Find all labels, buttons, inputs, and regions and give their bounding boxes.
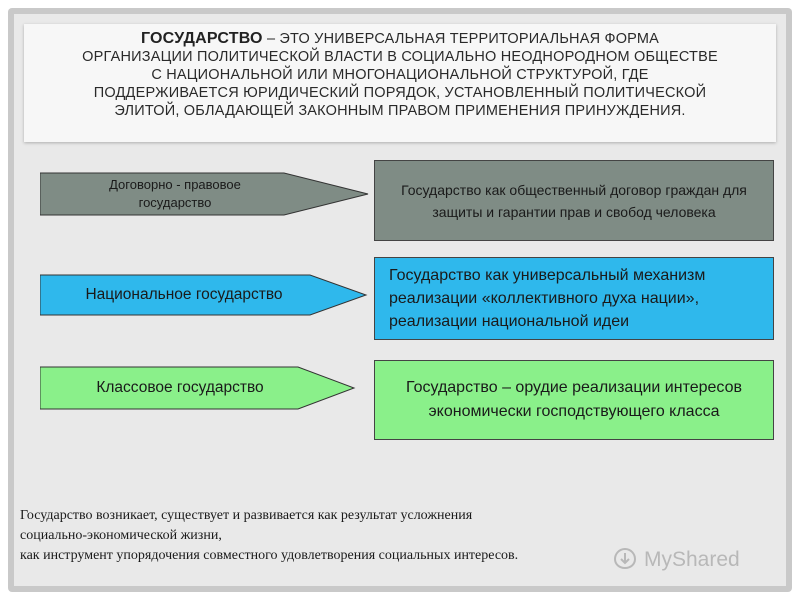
watermark-text: MyShared (644, 548, 740, 571)
watermark-logo (612, 546, 772, 574)
description-text: Государство как универсальный механизм реализации «коллективного духа нации», реализации национальной идеи (389, 267, 706, 330)
description-text: Государство как общественный договор граждан для защиты и гарантии прав и свобод человека (401, 181, 747, 220)
state-type-label: Договорно - правовое государство (109, 177, 241, 210)
state-type-description-class (374, 360, 774, 440)
state-type-label: Национальное государство (85, 286, 283, 303)
state-type-label: Классовое государство (96, 379, 264, 396)
state-type-description-national (374, 257, 774, 340)
state-type-description-contractual (374, 160, 774, 241)
state-type-arrow-national (40, 274, 368, 316)
definition-line-1: – ЭТО УНИВЕРСАЛЬНАЯ ТЕРРИТОРИАЛЬНАЯ ФОРМА (266, 31, 660, 47)
definition-line-5: ЭЛИТОЙ, ОБЛАДАЮЩЕЙ ЗАКОННЫМ ПРАВОМ ПРИМЕНЕНИЯ ПРИНУЖДЕНИЯ. (114, 103, 686, 119)
footer-text (20, 506, 660, 566)
footer-line-2: социально-экономической жизни, (20, 528, 222, 543)
watermark-icon (612, 547, 638, 573)
definition-line-3: С НАЦИОНАЛЬНОЙ ИЛИ МНОГОНАЦИОНАЛЬНОЙ СТРУКТУРОЙ, ГДЕ (151, 67, 649, 83)
footer-line-3: как инструмент упорядочения совместного удовлетворения социальных интересов. (20, 548, 519, 563)
definition-term: ГОСУДАРСТВО (140, 30, 263, 47)
state-type-arrow-class (40, 366, 356, 410)
description-text: Государство – орудие реализации интересов экономически господствующего класса (405, 379, 742, 420)
definition-text (40, 30, 760, 120)
footer-line-1: Государство возникает, существует и развивается как результат усложнения (20, 508, 473, 523)
definition-line-4: ПОДДЕРЖИВАЕТСЯ ЮРИДИЧЕСКИЙ ПОРЯДОК, УСТАНОВЛЕННЫЙ ПОЛИТИЧЕСКОЙ (93, 85, 707, 101)
state-type-arrow-contractual (40, 172, 370, 216)
definition-line-2: ОРГАНИЗАЦИИ ПОЛИТИЧЕСКОЙ ВЛАСТИ В СОЦИАЛЬНО НЕОДНОРОДНОМ ОБЩЕСТВЕ (82, 49, 718, 65)
